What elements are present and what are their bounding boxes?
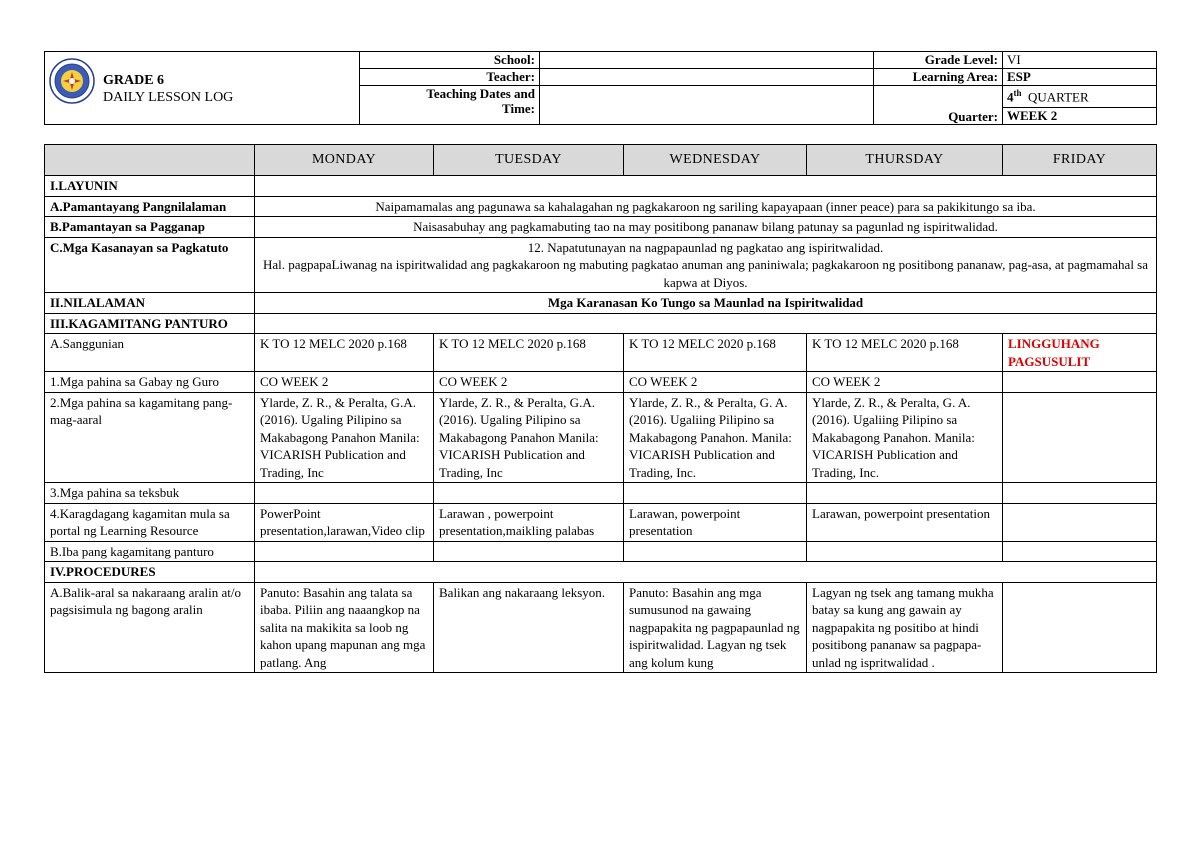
kasanayan-label: C.Mga Kasanayan sa Pagkatuto xyxy=(45,237,255,293)
teksbuk-label: 3.Mga pahina sa teksbuk xyxy=(45,483,255,504)
iba-thursday xyxy=(807,541,1003,562)
balik-aral-label: A.Balik-aral sa nakaraang aralin at/o pagsisimula ng bagong aralin xyxy=(45,582,255,673)
learning-area-label: Learning Area: xyxy=(874,69,1003,86)
karagdagang-wednesday: Larawan, powerpoint presentation xyxy=(624,503,807,541)
grade-level-label: Grade Level: xyxy=(874,52,1003,69)
kagamitang-thursday: Ylarde, Z. R., & Peralta, G. A. (2016). Ugaliing Pilipino sa Makabagong Panahon. Manila: VICARISH Publication and Trading, Inc. xyxy=(807,392,1003,483)
quarter-number: 4 xyxy=(1007,89,1014,105)
day-friday: FRIDAY xyxy=(1003,145,1157,176)
iba-wednesday xyxy=(624,541,807,562)
table-row xyxy=(45,237,1157,293)
nilalaman-label: II.NILALAMAN xyxy=(45,293,255,314)
day-wednesday: WEDNESDAY xyxy=(624,145,807,176)
table-row xyxy=(45,313,1157,334)
teksbuk-tuesday xyxy=(434,483,624,504)
gabay-friday xyxy=(1003,372,1157,393)
grade-level-value[interactable]: VI xyxy=(1003,52,1157,69)
day-tuesday: TUESDAY xyxy=(434,145,624,176)
teacher-value[interactable] xyxy=(540,69,874,86)
school-value[interactable] xyxy=(540,52,874,69)
iba-label: B.Iba pang kagamitang panturo xyxy=(45,541,255,562)
day-monday: MONDAY xyxy=(255,145,434,176)
teaching-dates-label-line1: Teaching Dates and xyxy=(426,86,535,101)
kagamitang-tuesday: Ylarde, Z. R., & Peralta, G.A. (2016). Ugaling Pilipino sa Makabagong Panahon Manila: VICARISH Publication and Trading, Inc xyxy=(434,392,624,483)
table-row xyxy=(45,392,1157,483)
procedures-heading: IV.PROCEDURES xyxy=(45,562,255,583)
karagdagang-friday xyxy=(1003,503,1157,541)
procedures-blank xyxy=(255,562,1157,583)
teksbuk-thursday xyxy=(807,483,1003,504)
table-row xyxy=(45,217,1157,238)
karagdagang-thursday: Larawan, powerpoint presentation xyxy=(807,503,1003,541)
pamantayang-pangnilalaman-value: Naipamamalas ang pagunawa sa kahalagahan ng pagkakaroon ng sariling kapayapaan (inner peace) para sa pakikitungo sa iba. xyxy=(255,196,1157,217)
teaching-dates-value[interactable] xyxy=(540,86,874,125)
sanggunian-thursday: K TO 12 MELC 2020 p.168 xyxy=(807,334,1003,372)
karagdagang-label: 4.Karagdagang kagamitan mula sa portal ng Learning Resource xyxy=(45,503,255,541)
balik-aral-tuesday: Balikan ang nakaraang leksyon. xyxy=(434,582,624,673)
table-row xyxy=(45,582,1157,673)
kagamitang-friday xyxy=(1003,392,1157,483)
sanggunian-monday: K TO 12 MELC 2020 p.168 xyxy=(255,334,434,372)
header-table xyxy=(44,51,1157,125)
teaching-dates-label xyxy=(360,86,540,125)
quarter-word: QUARTER xyxy=(1028,89,1089,105)
balik-aral-friday xyxy=(1003,582,1157,673)
day-thursday: THURSDAY xyxy=(807,145,1003,176)
table-row xyxy=(45,483,1157,504)
header-title-cell xyxy=(45,52,360,125)
sanggunian-friday: LINGGUHANG PAGSUSULIT xyxy=(1003,334,1157,372)
table-row xyxy=(45,503,1157,541)
table-row xyxy=(45,334,1157,372)
sanggunian-tuesday: K TO 12 MELC 2020 p.168 xyxy=(434,334,624,372)
table-row xyxy=(45,372,1157,393)
kagamitang-panturo-blank xyxy=(255,313,1157,334)
quarter-label: Quarter: xyxy=(874,86,1003,125)
table-row xyxy=(45,293,1157,314)
day-header-blank xyxy=(45,145,255,176)
kasanayan-line-1: 12. Napatutunayan na nagpapaunlad ng pagkatao ang ispiritwalidad. xyxy=(527,239,884,255)
teksbuk-monday xyxy=(255,483,434,504)
pamantayang-pangnilalaman-label: A.Pamantayang Pangnilalaman xyxy=(45,196,255,217)
teacher-label: Teacher: xyxy=(360,69,540,86)
layunin-heading: I.LAYUNIN xyxy=(45,176,255,197)
log-title: DAILY LESSON LOG xyxy=(103,90,234,105)
gabay-thursday: CO WEEK 2 xyxy=(807,372,1003,393)
kagamitang-wednesday: Ylarde, Z. R., & Peralta, G. A. (2016). Ugaliing Pilipino sa Makabagong Panahon. Manila: VICARISH Publication and Trading, Inc. xyxy=(624,392,807,483)
balik-aral-thursday: Lagyan ng tsek ang tamang mukha batay sa kung ang gawain ay nagpapakita ng positibo at hindi positibong pananaw sa pagpapa- unlad ng ispritwalidad . xyxy=(807,582,1003,673)
iba-monday xyxy=(255,541,434,562)
balik-aral-monday: Panuto: Basahin ang talata sa ibaba. Piliin ang naaangkop na salita na makikita sa loob ng kahon upang mapunan ang mga patlang. Ang xyxy=(255,582,434,673)
kasanayan-line-2: Hal. pagpapaLiwanag na ispiritwalidad ang pagkakaroon ng mabuting pagkatao anuman ang paniniwala; pagkakaroon ng positibong pananaw, pag-asa, at pagmamahal sa kapwa at Diyos. xyxy=(262,257,1149,290)
karagdagang-monday: PowerPoint presentation,larawan,Video clip xyxy=(255,503,434,541)
table-row xyxy=(45,562,1157,583)
gabay-monday: CO WEEK 2 xyxy=(255,372,434,393)
grade-title: GRADE 6 xyxy=(103,73,165,88)
deped-seal-icon xyxy=(49,58,95,104)
teaching-dates-label-line2: Time: xyxy=(502,101,535,116)
table-row xyxy=(45,541,1157,562)
pamantayan-pagganap-label: B.Pamantayan sa Pagganap xyxy=(45,217,255,238)
gabay-wednesday: CO WEEK 2 xyxy=(624,372,807,393)
lesson-log-table xyxy=(44,144,1157,673)
iba-tuesday xyxy=(434,541,624,562)
teksbuk-friday xyxy=(1003,483,1157,504)
iba-friday xyxy=(1003,541,1157,562)
nilalaman-value: Mga Karanasan Ko Tungo sa Maunlad na Ispiritwalidad xyxy=(255,293,1157,314)
karagdagang-tuesday: Larawan , powerpoint presentation,maikling palabas xyxy=(434,503,624,541)
pamantayan-pagganap-value: Naisasabuhay ang pagkamabuting tao na may positibong pananaw bilang patunay sa pagunlad ng ispiritwalidad. xyxy=(255,217,1157,238)
sanggunian-label: A.Sanggunian xyxy=(45,334,255,372)
week-value[interactable]: WEEK 2 xyxy=(1003,108,1157,125)
layunin-blank xyxy=(255,176,1157,197)
school-label: School: xyxy=(360,52,540,69)
quarter-suffix: th xyxy=(1013,88,1022,98)
teksbuk-wednesday xyxy=(624,483,807,504)
gabay-tuesday: CO WEEK 2 xyxy=(434,372,624,393)
kagamitang-label: 2.Mga pahina sa kagamitang pang-mag-aaral xyxy=(45,392,255,483)
table-row xyxy=(45,176,1157,197)
kagamitang-panturo-label: III.KAGAMITANG PANTURO xyxy=(45,313,255,334)
table-row xyxy=(45,196,1157,217)
kasanayan-value xyxy=(255,237,1157,293)
day-header-row xyxy=(45,145,1157,176)
kagamitang-monday: Ylarde, Z. R., & Peralta, G.A. (2016). Ugaling Pilipino sa Makabagong Panahon Manila: VICARISH Publication and Trading, Inc xyxy=(255,392,434,483)
quarter-value[interactable] xyxy=(1003,86,1157,108)
learning-area-value[interactable]: ESP xyxy=(1003,69,1157,86)
gabay-label: 1.Mga pahina sa Gabay ng Guro xyxy=(45,372,255,393)
balik-aral-wednesday: Panuto: Basahin ang mga sumusunod na gawaing nagpapakita ng pagpapaunlad ng ispiritwalidad. Lagyan ng tsek ang kolum kung xyxy=(624,582,807,673)
sanggunian-wednesday: K TO 12 MELC 2020 p.168 xyxy=(624,334,807,372)
